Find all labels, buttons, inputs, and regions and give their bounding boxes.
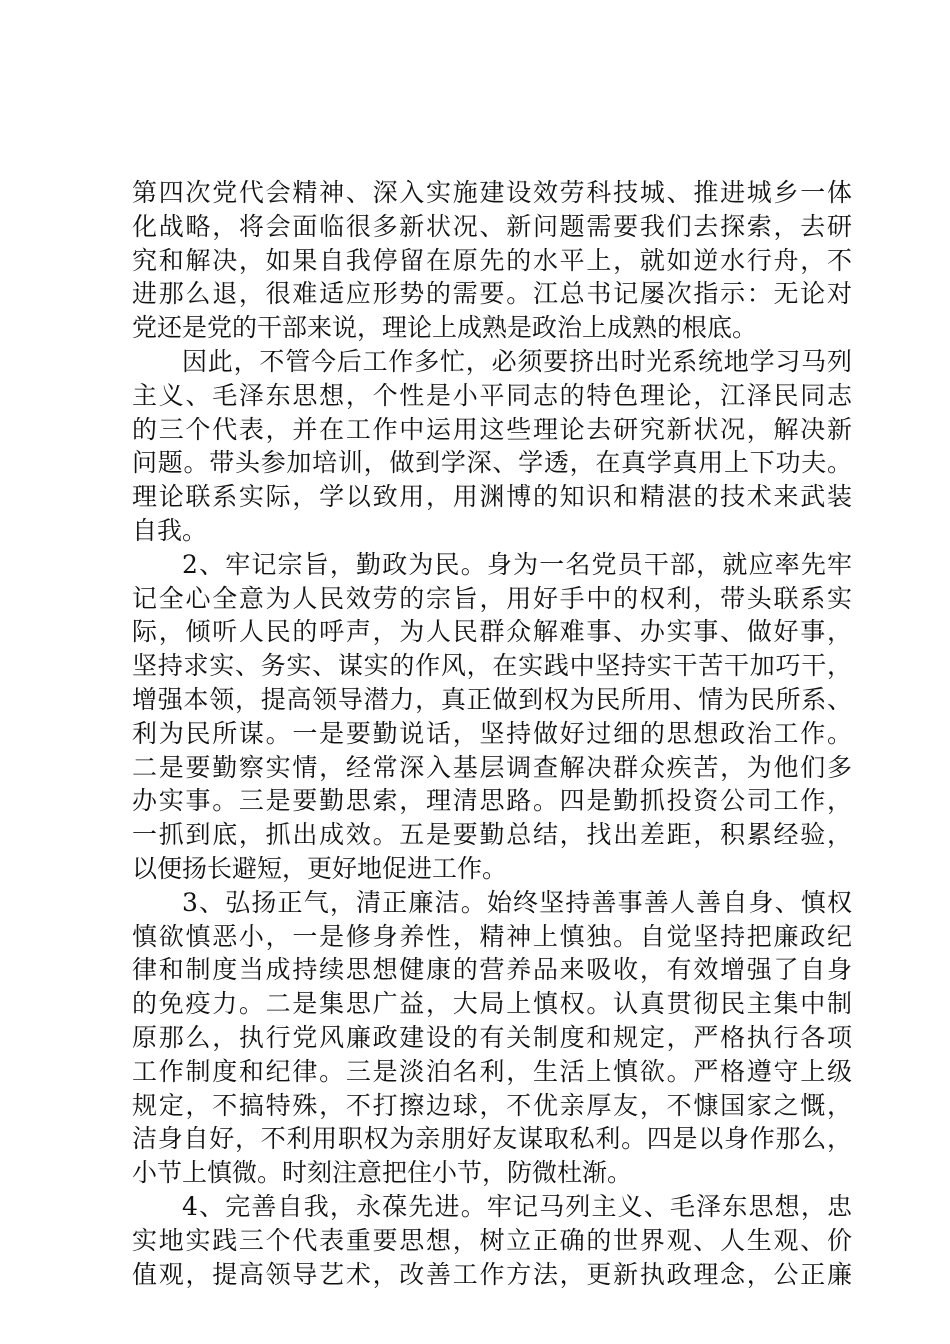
text-line: 律和制度当成持续思想健康的营养品来吸收，有效增强了自身 (132, 955, 852, 985)
text-line: 规定，不搞特殊，不打擦边球，不优亲厚友，不慷国家之慨， (132, 1090, 852, 1120)
text-line: 实地实践三个代表重要思想，树立正确的世界观、人生观、价 (132, 1225, 852, 1255)
text-line: 的免疫力。二是集思广益，大局上慎权。认真贯彻民主集中制 (132, 989, 852, 1019)
paragraph-first-line: 3、弘扬正气，清正廉洁。始终坚持善事善人善自身、慎权 (182, 887, 852, 917)
text-line: 党还是党的干部来说，理论上成熟是政治上成熟的根底。 (132, 313, 758, 343)
text-line: 自我。 (132, 515, 208, 545)
text-line: 记全心全意为人民效劳的宗旨，用好手中的权利，带头联系实 (132, 583, 852, 613)
text-line: 以便扬长避短，更好地促进工作。 (132, 853, 508, 883)
text-line: 一抓到底，抓出成效。五是要勤总结，找出差距，积累经验， (132, 820, 852, 850)
text-line: 原那么，执行党风廉政建设的有关制度和规定，严格执行各项 (132, 1022, 852, 1052)
text-line: 第四次党代会精神、深入实施建设效劳科技城、推进城乡一体 (132, 178, 852, 207)
text-line: 增强本领，提高领导潜力，真正做到权为民所用、情为民所系、 (132, 684, 852, 714)
text-line: 坚持求实、务实、谋实的作风，在实践中坚持实干苦干加巧干， (132, 651, 852, 681)
paragraph-first-line: 因此，不管今后工作多忙，必须要挤出时光系统地学习马列 (182, 346, 852, 376)
text-line: 进那么退，很难适应形势的需要。江总书记屡次指示：无论对 (132, 279, 852, 309)
text-line: 问题。带头参加培训，做到学深、学透，在真学真用上下功夫。 (132, 448, 852, 478)
text-line: 究和解决，如果自我停留在原先的水平上，就如逆水行舟，不 (132, 245, 852, 275)
text-line: 主义、毛泽东思想，个性是小平同志的特色理论，江泽民同志 (132, 380, 852, 410)
text-line: 工作制度和纪律。三是淡泊名利，生活上慎欲。严格遵守上级 (132, 1056, 852, 1086)
text-line: 二是要勤察实情，经常深入基层调查解决群众疾苦，为他们多 (132, 752, 852, 782)
text-line: 小节上慎微。时刻注意把住小节，防微杜渐。 (132, 1158, 633, 1188)
text-line: 化战略，将会面临很多新状况、新问题需要我们去探索，去研 (132, 211, 852, 241)
paragraph-first-line: 4、完善自我，永葆先进。牢记马列主义、毛泽东思想，忠 (182, 1191, 852, 1221)
paragraph-first-line: 2、牢记宗旨，勤政为民。身为一名党员干部，就应率先牢 (182, 549, 852, 579)
body-text (132, 176, 852, 1291)
text-line: 际，倾听人民的呼声，为人民群众解难事、办实事、做好事， (132, 617, 852, 647)
text-line: 办实事。三是要勤思索，理清思路。四是勤抓投资公司工作， (132, 786, 852, 816)
text-line: 慎欲慎恶小，一是修身养性，精神上慎独。自觉坚持把廉政纪 (132, 921, 852, 951)
text-line: 利为民所谋。一是要勤说话，坚持做好过细的思想政治工作。 (132, 718, 852, 748)
text-line: 值观，提高领导艺术，改善工作方法，更新执政理念，公正廉 (132, 1259, 852, 1289)
text-line: 理论联系实际，学以致用，用渊博的知识和精湛的技术来武装 (132, 482, 852, 512)
text-line: 洁身自好，不利用职权为亲朋好友谋取私利。四是以身作那么， (132, 1124, 852, 1154)
text-line: 的三个代表，并在工作中运用这些理论去研究新状况，解决新 (132, 414, 852, 444)
